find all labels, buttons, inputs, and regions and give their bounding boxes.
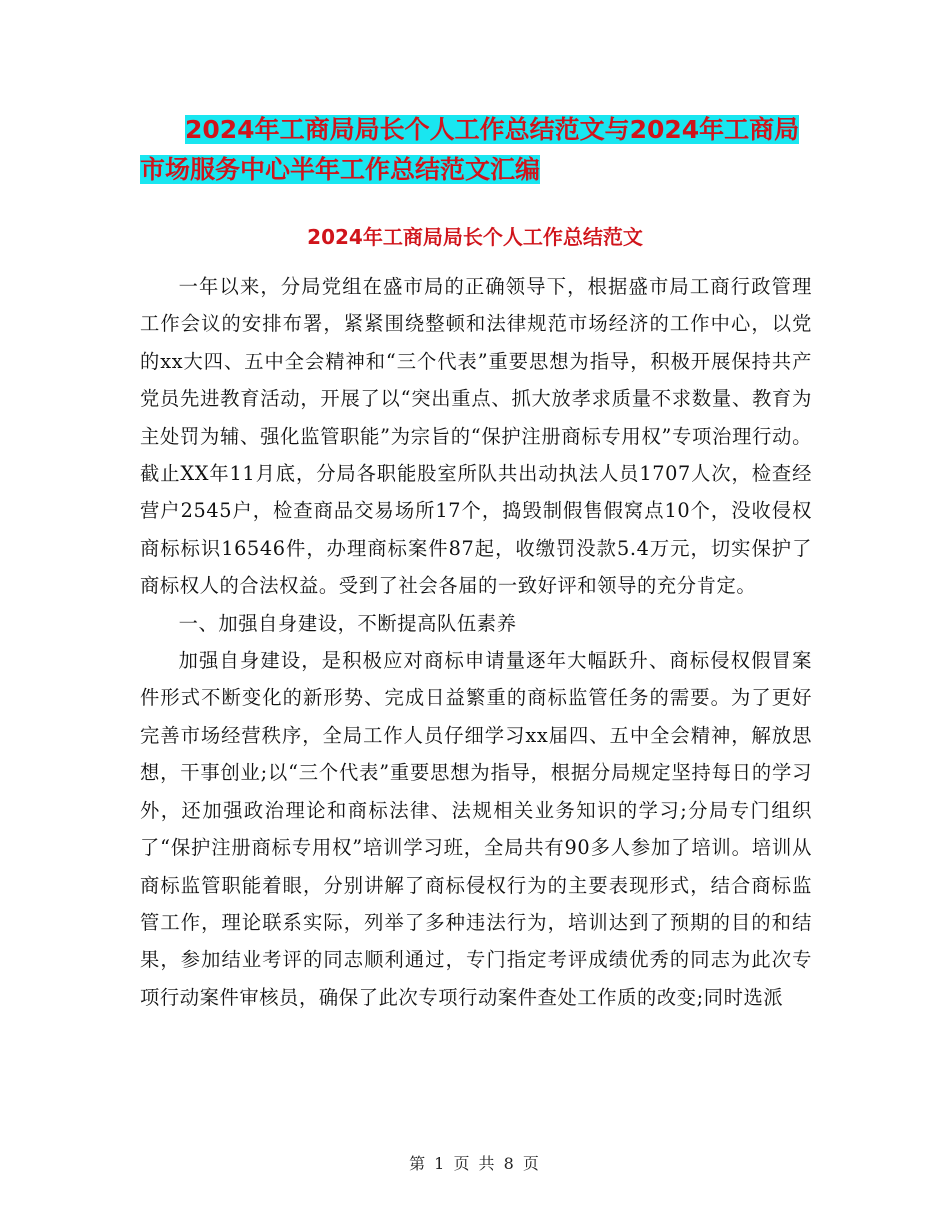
body-text [140, 268, 812, 1016]
document-title [140, 110, 860, 190]
section-title: 2024年工商局局长个人工作总结范文 [307, 225, 643, 249]
title-line-2: 市场服务中心半年工作总结范文汇编 [140, 155, 541, 184]
title-line-1: 2024年工商局局长个人工作总结范文与2024年工商局 [185, 115, 800, 144]
paragraph-intro: 一年以来，分局党组在盛市局的正确领导下，根据盛市局工商行政管理工作会议的安排布署，紧紧围绕整顿和法律规范市场经济的工作中心，以党的xx大四、五中全会精神和“三个代表”重要思想为指导，积极开展保持共产党员先进教育活动，开展了以“突出重点、抓大放孝求质量不求数量、教育为主处罚为辅、强化监管职能”为宗旨的“保护注册商标专用权”专项治理行动。截止XX年11月底，分局各职能股室所队共出动执法人员1707人次，检查经营户2545户，检查商品交易场所17个，捣毁制假售假窝点10个，没收侵权商标标识16546件，办理商标案件87起，收缴罚没款5.4万元，切实保护了商标权人的合法权益。受到了社会各届的一致好评和领导的充分肯定。 [140, 275, 812, 598]
paragraph-self-building: 加强自身建设，是积极应对商标申请量逐年大幅跃升、商标侵权假冒案件形式不断变化的新形势、完成日益繁重的商标监管任务的需要。为了更好完善市场经营秩序，全局工作人员仔细学习xx届四、五中全会精神，解放思想，干事创业;以“三个代表”重要思想为指导，根据分局规定坚持每日的学习外，还加强政治理论和商标法律、法规相关业务知识的学习;分局专门组织了“保护注册商标专用权”培训学习班，全局共有90多人参加了培训。培训从商标监管职能着眼，分别讲解了商标侵权行为的主要表现形式，结合商标监管工作，理论联系实际，列举了多种违法行为，培训达到了预期的目的和结果，参加结业考评的同志顺利通过，专门指定考评成绩优秀的同志为此次专项行动案件审核员，确保了此次专项行动案件查处工作质的改变;同时选派 [140, 649, 812, 1009]
paragraph-heading-1: 一、加强自身建设，不断提高队伍素养 [178, 611, 517, 635]
page-footer: 第 1 页 共 8 页 [409, 1154, 541, 1173]
